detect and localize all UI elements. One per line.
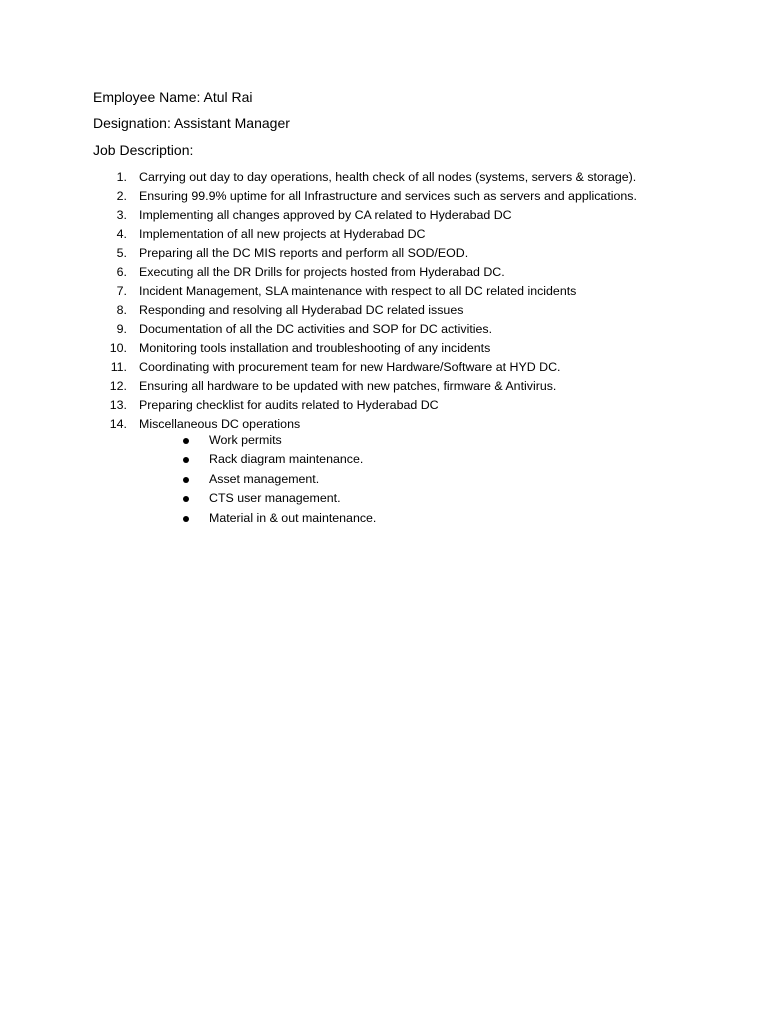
list-item-text: Executing all the DR Drills for projects hosted from Hyderabad DC. (139, 265, 505, 279)
list-item (0, 263, 768, 282)
list-item (0, 396, 768, 415)
list-item (0, 377, 768, 396)
list-item (0, 282, 768, 301)
sub-list-item-text: CTS user management. (209, 491, 341, 506)
list-item-text: Miscellaneous DC operations (139, 417, 301, 431)
list-item-text: Coordinating with procurement team for new Hardware/Software at HYD DC. (139, 360, 561, 374)
list-item (0, 187, 768, 206)
list-item-number: 5. (116, 246, 127, 260)
list-item-text: Responding and resolving all Hyderabad DC related issues (139, 303, 464, 317)
employee-name: Employee Name: Atul Rai (93, 89, 253, 105)
list-item-number: 2. (116, 189, 127, 203)
list-item (0, 206, 768, 225)
sub-list-item-text: Asset management. (209, 471, 320, 486)
list-item-text: Implementing all changes approved by CA related to Hyderabad DC (139, 208, 512, 222)
sub-list-item (0, 431, 768, 450)
bullet-icon (183, 496, 189, 502)
list-item (0, 301, 768, 320)
list-item-text: Preparing checklist for audits related to Hyderabad DC (139, 398, 439, 412)
sub-list-item (0, 470, 768, 489)
list-item (0, 320, 768, 339)
job-description-heading: Job Description: (93, 142, 194, 158)
sub-list-item-text: Rack diagram maintenance. (209, 452, 364, 467)
list-item-text: Preparing all the DC MIS reports and perform all SOD/EOD. (139, 246, 469, 260)
list-item (0, 339, 768, 358)
list-item-text: Monitoring tools installation and troubleshooting of any incidents (139, 341, 491, 355)
list-item-number: 12. (109, 379, 127, 393)
list-item-text: Ensuring 99.9% uptime for all Infrastructure and services such as servers and applications. (139, 189, 637, 203)
list-item-number: 13. (109, 398, 127, 412)
sub-list-item-text: Work permits (209, 433, 282, 447)
list-item (0, 358, 768, 377)
list-item (0, 225, 768, 244)
list-item-number: 14. (109, 417, 127, 431)
duties-list (0, 168, 768, 434)
designation: Designation: Assistant Manager (93, 115, 290, 131)
list-item (0, 244, 768, 263)
bullet-icon (183, 477, 189, 483)
list-item-number: 4. (116, 227, 127, 241)
list-item-text: Carrying out day to day operations, health check of all nodes (systems, servers & storage). (139, 170, 637, 184)
list-item-text: Implementation of all new projects at Hyderabad DC (139, 227, 426, 241)
list-item-number: 1. (116, 170, 127, 184)
misc-operations-list (0, 431, 768, 528)
sub-list-item (0, 509, 768, 528)
list-item-text: Incident Management, SLA maintenance with respect to all DC related incidents (139, 284, 577, 298)
bullet-icon (183, 516, 189, 522)
list-item-number: 7. (116, 284, 127, 298)
list-item-number: 9. (116, 322, 127, 336)
list-item-number: 11. (110, 360, 127, 374)
list-item (0, 168, 768, 187)
list-item-text: Documentation of all the DC activities and SOP for DC activities. (139, 322, 493, 336)
list-item-number: 8. (116, 303, 127, 317)
sub-list-item-text: Material in & out maintenance. (209, 510, 377, 525)
list-item-number: 6. (116, 265, 127, 279)
list-item-number: 10. (109, 341, 127, 355)
bullet-icon (183, 438, 189, 444)
sub-list-item (0, 489, 768, 508)
bullet-icon (183, 457, 189, 463)
sub-list-item (0, 450, 768, 469)
list-item-number: 3. (116, 208, 127, 222)
list-item-text: Ensuring all hardware to be updated with new patches, firmware & Antivirus. (139, 379, 557, 393)
